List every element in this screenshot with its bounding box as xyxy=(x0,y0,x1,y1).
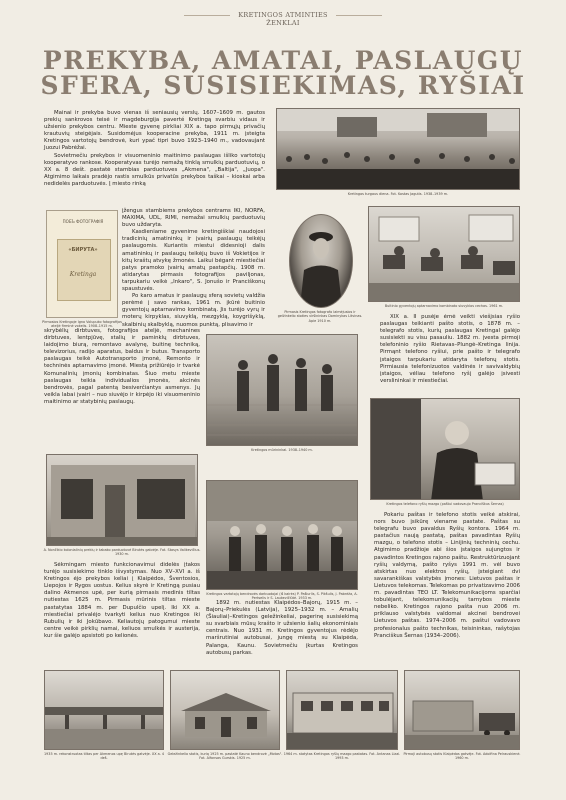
photo-envelope xyxy=(46,210,118,318)
builders-photo xyxy=(206,334,358,446)
telephone-photo xyxy=(370,398,520,500)
shopfront-photo xyxy=(46,454,198,546)
post-building-photo xyxy=(286,670,398,750)
portrait-image xyxy=(290,215,352,307)
envelope-text-1: ПОБЪ ФОТОГРАФІЯ xyxy=(62,219,104,224)
page-title-line2: SFERA, SUSISIEKIMAS, RYŠIAI xyxy=(40,71,526,100)
paragraph: 1892 m. nutiestas Klaipėdos–Bajorų, 1915 m. – Bajorų–Priekulės (Latvija), 1925–1932 m. – Amalių (Šiauliai)–Kretingos geležinkeliai, pagerinę susisiekimą su svarbiais mūsų krašto ir užsienio šalių ekonominiais centrais. Nuo 1931 m. Kretingos gyventojus rėdėjo maršrutiniai autobusai, jungę miestą su Klaipėda, Palanga, Kaunu. Sovietmečiu įkurtas Kretingos autobusų parkas. xyxy=(206,600,358,656)
paragraph: XIX a. II pusėje ėmė veikti viešjsias ryšio paslaugas teikianti pašto stotis, o 1878 m. – telegrafo stotis, kurių paslaugas Kretingal galėjo susisiekti su visu pasauliu. 1882 m. įvesta pirmoji telefoninio ryšio Rietavas–Plungė–Kretinga linija. Pirmąnt telefono ryšiui, prie pašto ir telegrafo įstaigos tarpukariu atidaryta telefonų stotis. Pirmiausia telefonizuotos valdinės ir savivaldybių įstaigos, vėliau telefono ryšį galėjo įsivesti verslininkai ir miestiečiai. xyxy=(380,314,520,384)
telephone-caption: Kretingos telefono ryšių mazgo (paštui vadovaujo Pranciškus Šernas) xyxy=(386,502,504,506)
workshop-photo xyxy=(368,206,520,302)
post-building-caption: 1964 m. statytas Kretingos ryšių mazgo pastatas. Fot. Antanas Lizai. 1993 m. xyxy=(283,752,401,761)
text-block-post-history xyxy=(374,512,520,640)
builders-caption: Kretingos mūrininkai. 1938–1940 m. xyxy=(251,448,313,452)
bus-station-caption: Pirmoji autobusų stotis Klaipėdos gatvėje. Fot. Adolfina Pelrauskienė. 1960 m. xyxy=(403,752,521,761)
envelope-text-3: Kretinga xyxy=(69,271,97,278)
workshop-image xyxy=(369,207,520,302)
market-photo-image xyxy=(277,109,520,190)
paragraph: Kasdieniame gyvenime kretingiškiai naudojosi tradicinių amatininkų ir įvairių paslaugų teikėjų paslaugomis. Kuriantis miestui didesnioji dalis amatininkų ir paslaugų teikėjų buvo iš Vokietijos ir kitų kraštų atvykę žmonės. Laikui bėgant miestiečiai patys pramoko įvairių amatų pastapčių. 1908 m. atidarytas pirmasis fotografijos paviljonas, tarpukariu veikė „Inkaro", S. Jonušo ir Pranciškonų spaustuvės. xyxy=(122,229,265,293)
bus-station-photo xyxy=(404,670,520,750)
store-staff-photo xyxy=(206,480,358,590)
paragraph: skrybėlių dirbtuves, fotografijos ateljė, mechanines dirbtuves, lentpjūvę, stalių ir paminklų dirbtuves, laidojimo biurą, remontavo avalynę, buitinę techniką, televizorius, radijo aparatus, baldus ir butus. Transporto paslaugas teikė Autotransporto įmonė, Remonto ir techninės aptarnavimo įmonė. Miestą prižiūrėjo ir tvarkė Komunalinių įmonių kombinatas. Šiuo metu mieste paslaugas teikia individualios įmonės, akcinės bendrovės, pagal patentą besiverčiantys asmenys. Jų veikla labai įvairi – nuo siuvėjo ir kirpėjo iki visuomeninio maitinimo ar statybinių paslaugų. xyxy=(44,328,200,405)
shopfront-caption: A. Nončikio kolonialinių prekių ir tabako parduotuvė Birutės gatvėje. Fot. Stasys Valikevičius. 1930 m. xyxy=(43,548,201,557)
telephone-image xyxy=(371,399,520,500)
envelope-caption: Pirmosios Kretingoje Igno Volupuko fotografijos ateljė firminė vokelis. 1908–1915 m. xyxy=(42,320,122,329)
paragraph: įžengus stambiems prekybos centrams IKI, NORFA, MAXIMA, UDL, RIMI, nemažai smulkių parduotuvių buvo uždaryta. xyxy=(122,208,265,229)
header-rule-left xyxy=(184,15,230,16)
station-photo xyxy=(170,670,280,750)
portrait-photo xyxy=(289,214,353,308)
paragraph: Mainai ir prekyba buvo vienas iš seniausių verslų. 1607–1609 m. gautos prekių sankrovos teisė ir magdeburgija paverté Kretingą svarbiu vidaus ir užsienio prekybos centru. Mieste gyvenę pirkliai XIX a. tapo pirmųjų privačių krautuvių steigėjais. Susidomėjus kooperacine prekyba, 1911 m. įsteigta Kretingos vartotojų bendrovė, kuri ypač tipri buvo 1923–1940 m., vadovaujant Juozui Pabrėžai. xyxy=(44,110,265,152)
text-block-transport xyxy=(44,562,200,640)
market-photo-caption: Kretingos turgaus diena. Fot. Kostas Jagutis. 1938–1939 m. xyxy=(347,192,449,196)
envelope-text-2: «БИРУТА» xyxy=(68,247,98,253)
paragraph: Pokariu paštas ir telefono stotis veikė atskirai, nors buvo įsikūrę viename pastate. Paštas su telegrafu buvo pavaldus Ryšių kontora. 1964 m. pastačius naują pastatą, paštas pavadintas Ryšių mazgu, o telefono stotis – Linijinių techninių cechu. Atgimimo pradžioje abi šios įstaigos sujungtos ir pavadintos Kretingos rajono paštu. Restruktūrizuojant ryšių valdymą, pašto ryšys 1991 m. vėl buvo atskirtas nuo elektros ryšių, įsteigiant dvi savarankiškas valstybės įmones: Lietuvos paštas ir Lietuvos telekomas. Telekomas po privatizavimo 2006 m. pavadintas TEO LT. Telekomunikacijoms sparčiai tobulėjant, telekomunikacijų tarnybos mieste nebeliko. Kretingos rajono pašta nuo 2006 m. priklauso valstybės valdomai akcinei bendrovei Lietuvos paštas. 1974–2006 m. paštui vadovavo profesionalus pašto technikas, teisininkas, rašytojas Pranciškus Šernas (1934–2006). xyxy=(374,512,520,639)
post-building-image xyxy=(287,671,398,750)
text-block-post xyxy=(380,314,520,385)
paragraph: Sovietmečiu prekybos ir visuomeninio maitinimo paslaugas išliko vartotojų kooperatyvo rankose. Kooperatyvas turėjo nemažą tinklą smulkių parduotuvių, o XX a. 8 dešt. pastatė stambias parduotuves „Akmena", „Baltija", „Juopa". Atgimimo laikais pradėjo rastis smulkūs privatūs prekybos taškai – kioskai arba nedidelės parduotuvės. Į miesto rinką xyxy=(44,152,265,187)
text-block-intro xyxy=(44,110,265,188)
text-block-crafts xyxy=(122,208,265,329)
paragraph: Sėkmingam miesto funkcionavimui didelės įtakos turėjo susisiekimo tinklo išvystymas. Nuo XV–XVI a. iš Kretingos ėjo prekybos keliai į Klaipėdos, Šventosios, Liepojos ir Rygos uostus. Kelius skyrė ir Kretingą pusiau dalino Akmenos upė, per kurią pirmasis medinis tiltas nutiestas 1625 m. Pirmasis mūrinis tiltas mieste pastatytas 1884 m. per Dupulčio upelį. Iki XX a. miestiečiai privalėjo tvarkyti kelius nuo Kretingos iki Rubulių ir iki Jokūbavo. Keliautojų patogumui mieste centre veikė pirklių namai, keliuos smulkės ir austerija, kur šie galėjo apsistoti po kelionės. xyxy=(44,562,200,639)
bridge-caption: 1935 m. rekonstruotas tiltas per Akmenos upę Birutės gatvėje. XX a. 4 deš. xyxy=(43,752,164,761)
portrait-caption: Pirmasis Kretingos fotografo laimėjusios ir gelžinkelio stoties viršininkas Dominykas Litvinas. Apie 1910 m. xyxy=(277,310,363,323)
bridge-photo xyxy=(44,670,164,750)
header-rule-right xyxy=(336,15,382,16)
shopfront-image xyxy=(47,455,198,546)
series-label: KRETINGOS ATMINTIES ŽENKLAI xyxy=(238,11,328,27)
store-staff-caption: Kretingos vartotojų bendrovės darbuotojai (iš kairės) P. Pašiurlis, S. Pikšulis, J. Pabrėža, A. Pertselis ir S. Laukevičiūtė. 1933 m. xyxy=(206,592,358,601)
market-photo xyxy=(276,108,520,190)
workshop-caption: Buitinio gyventojų aptarnavimo kombinato siuvyklos cechas. 1961 m. xyxy=(384,304,504,308)
builders-image xyxy=(207,335,358,446)
station-caption: Geležinkelio stotis, kurią 1925 m. pastatė Kauno bendrovė „Motas". Fot. Alfonsas Gurskis. 1925 m. xyxy=(167,752,283,761)
text-block-services xyxy=(44,328,200,406)
bridge-image xyxy=(45,671,164,750)
paragraph: Po karo amatus ir paslaugų sferą sovietų valdžia perėmė į savo rankas, 1961 m. įkūrė buitinio gyventojų aptarnavimo kombinatą. Jis turėjo vyrų ir moterų kirpyklas, siuvyklą, mezgyklą, koygrišyklą, skalbinių skalbyklą, nuomos punktą, plisavimo ir xyxy=(122,293,265,328)
text-block-railways xyxy=(206,600,358,657)
store-staff-image xyxy=(207,481,358,590)
page-title-line1: PREKYBA, AMATAI, PASLAUGŲ xyxy=(42,46,524,75)
bus-station-image xyxy=(405,671,520,750)
station-image xyxy=(171,671,280,750)
